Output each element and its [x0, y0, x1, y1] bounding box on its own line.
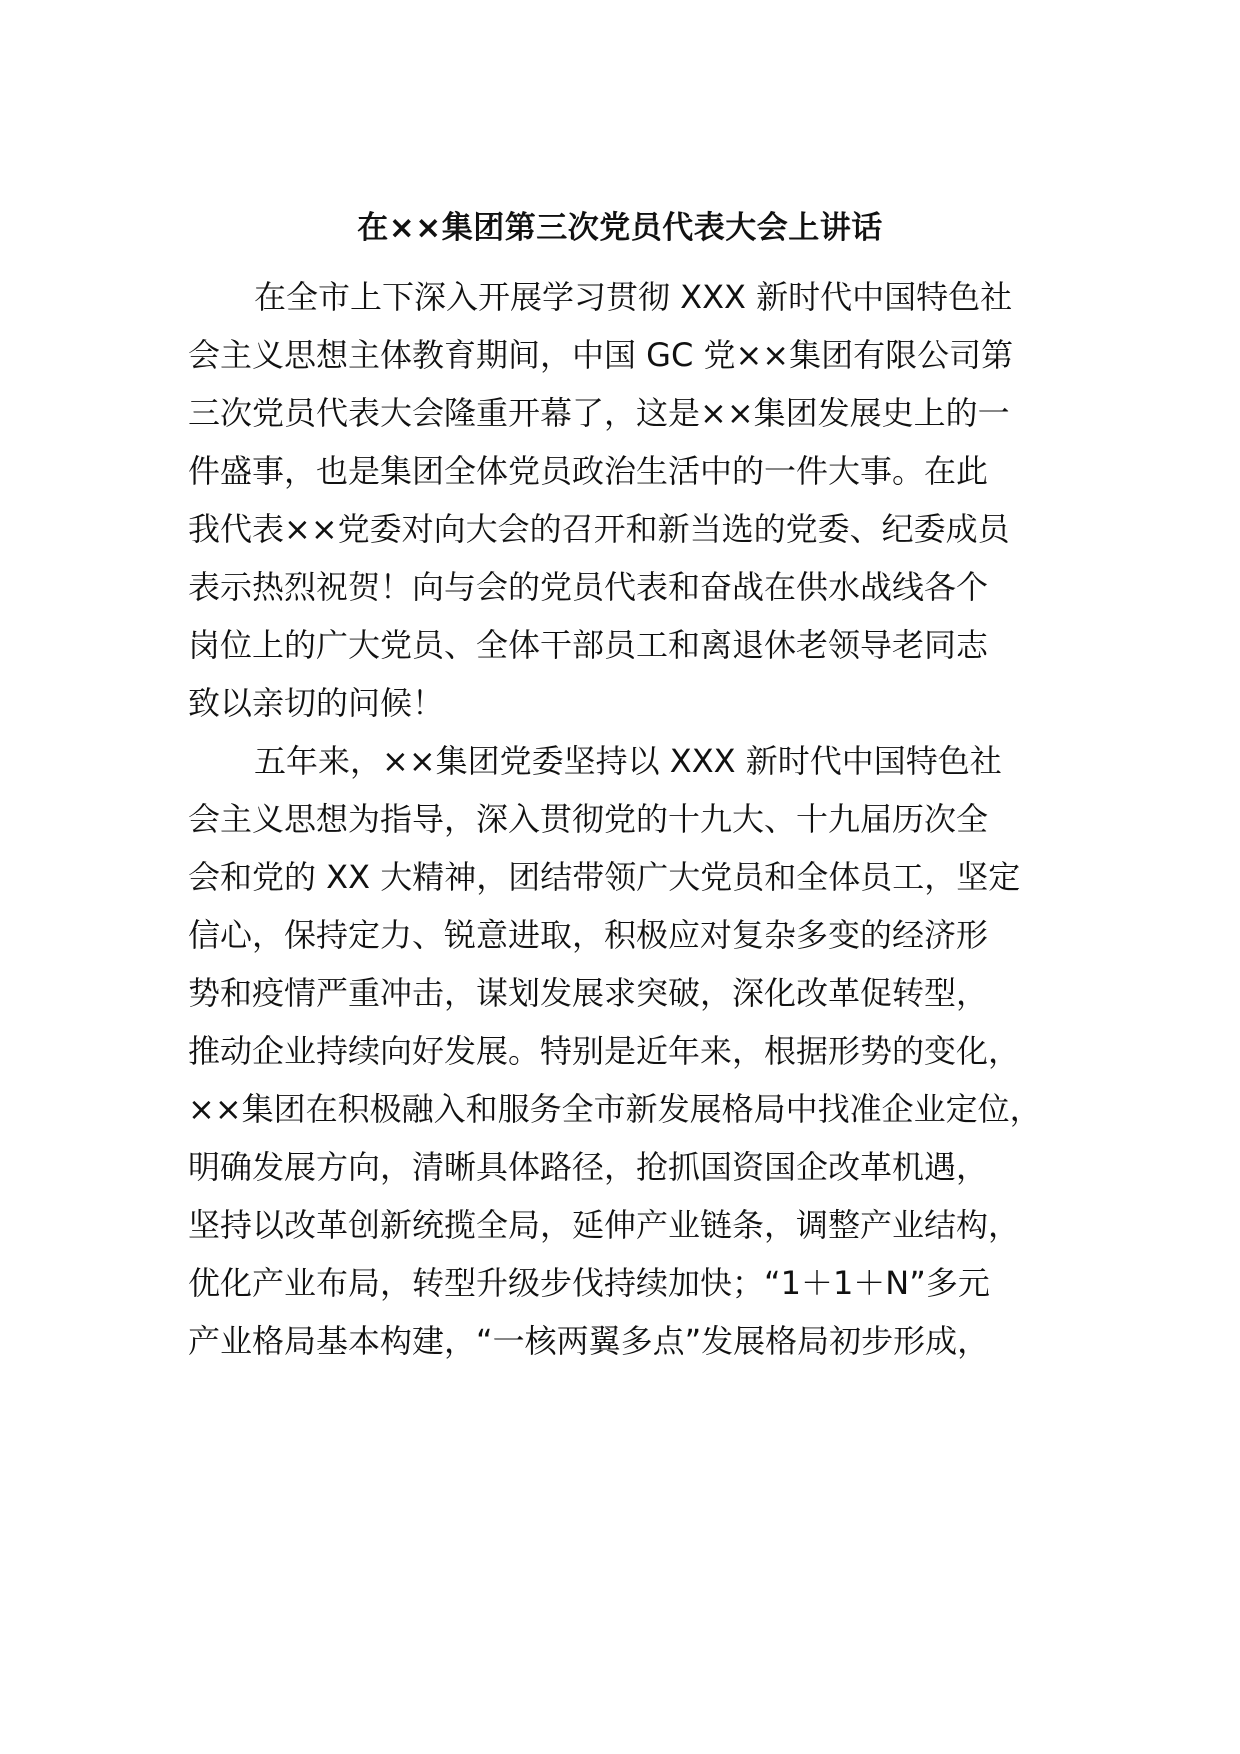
paragraph-2-line-1: 五年来，××集团党委坚持以 XXX 新时代中国特色社 — [254, 742, 1002, 780]
paragraph-2-line-10: 优化产业布局，转型升级步伐持续加快；“1＋1＋N”多元 — [188, 1264, 990, 1302]
paragraph-2-line-5: 势和疫情严重冲击，谋划发展求突破，深化改革促转型， — [188, 974, 989, 1012]
paragraph-1-line-6: 表示热烈祝贺！向与会的党员代表和奋战在供水战线各个 — [188, 568, 989, 606]
paragraph-2-line-6: 推动企业持续向好发展。特别是近年来，根据形势的变化， — [188, 1032, 1021, 1070]
paragraph-1-line-4: 件盛事，也是集团全体党员政治生活中的一件大事。在此 — [188, 452, 989, 490]
paragraph-1-line-5: 我代表××党委对向大会的召开和新当选的党委、纪委成员 — [188, 510, 1010, 548]
paragraph-2-line-7: ××集团在积极融入和服务全市新发展格局中找准企业定位， — [188, 1090, 1042, 1128]
paragraph-1-line-2: 会主义思想主体教育期间，中国 GC 党××集团有限公司第 — [188, 336, 1014, 374]
document-title: 在××集团第三次党员代表大会上讲话 — [357, 210, 883, 246]
paragraph-1-line-7: 岗位上的广大党员、全体干部员工和离退休老领导老同志 — [188, 626, 989, 664]
paragraph-2-line-9: 坚持以改革创新统揽全局，延伸产业链条，调整产业结构， — [188, 1206, 1021, 1244]
paragraph-2-line-4: 信心，保持定力、锐意进取，积极应对复杂多变的经济形 — [188, 916, 989, 954]
paragraph-1-line-3: 三次党员代表大会隆重开幕了，这是××集团发展史上的一 — [188, 394, 1010, 432]
paragraph-1-line-1: 在全市上下深入开展学习贯彻 XXX 新时代中国特色社 — [254, 278, 1013, 316]
paragraph-2-line-8: 明确发展方向，清晰具体路径，抢抓国资国企改革机遇， — [188, 1148, 989, 1186]
paragraph-2-line-11: 产业格局基本构建，“一核两翼多点”发展格局初步形成， — [188, 1322, 990, 1360]
paragraph-2-line-3: 会和党的 XX 大精神，团结带领广大党员和全体员工，坚定 — [188, 858, 1021, 896]
paragraph-1-line-8: 致以亲切的问候！ — [188, 684, 445, 722]
paragraph-2-line-2: 会主义思想为指导，深入贯彻党的十九大、十九届历次全 — [188, 800, 989, 838]
